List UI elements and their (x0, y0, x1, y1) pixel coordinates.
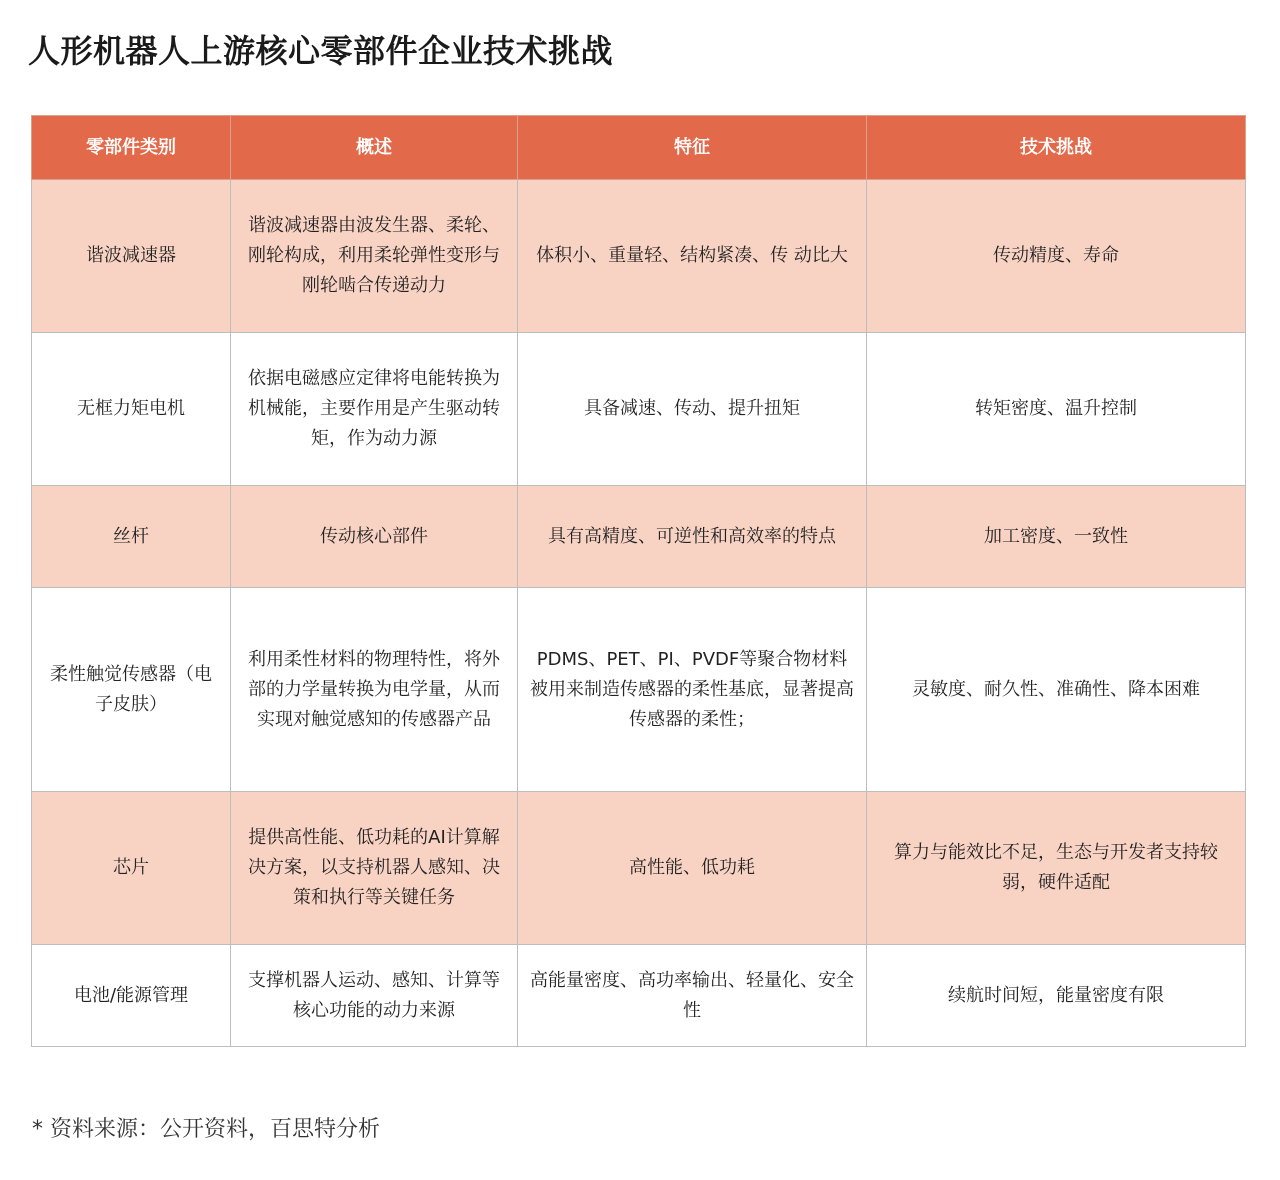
cell-features: 体积小、重量轻、结构紧凑、传 动比大 (518, 180, 867, 333)
cell-challenges: 加工密度、一致性 (867, 486, 1246, 588)
cell-challenges: 传动精度、寿命 (867, 180, 1246, 333)
cell-features: 高性能、低功耗 (518, 792, 867, 945)
page-title: 人形机器人上游核心零部件企业技术挑战 (28, 32, 614, 70)
cell-overview: 传动核心部件 (231, 486, 518, 588)
cell-overview: 谐波减速器由波发生器、柔轮、刚轮构成，利用柔轮弹性变形与刚轮啮合传递动力 (231, 180, 518, 333)
cell-challenges: 转矩密度、温升控制 (867, 333, 1246, 486)
cell-category: 谐波减速器 (32, 180, 231, 333)
cell-overview: 利用柔性材料的物理特性，将外部的力学量转换为电学量，从而实现对触觉感知的传感器产品 (231, 588, 518, 792)
header-challenges: 技术挑战 (867, 116, 1246, 180)
cell-overview: 依据电磁感应定律将电能转换为机械能，主要作用是产生驱动转矩，作为动力源 (231, 333, 518, 486)
components-table (31, 115, 1246, 1047)
table-row (32, 486, 1246, 588)
table-row (32, 588, 1246, 792)
table-row (32, 333, 1246, 486)
cell-features: 具备减速、传动、提升扭矩 (518, 333, 867, 486)
cell-challenges: 续航时间短，能量密度有限 (867, 945, 1246, 1047)
cell-overview: 提供高性能、低功耗的AI计算解决方案，以支持机器人感知、决策和执行等关键任务 (231, 792, 518, 945)
cell-features: 高能量密度、高功率输出、轻量化、安全性 (518, 945, 867, 1047)
cell-category: 芯片 (32, 792, 231, 945)
header-overview: 概述 (231, 116, 518, 180)
table-header-row (32, 116, 1246, 180)
table-row (32, 792, 1246, 945)
table-row (32, 945, 1246, 1047)
cell-category: 柔性触觉传感器（电子皮肤） (32, 588, 231, 792)
cell-category: 电池/能源管理 (32, 945, 231, 1047)
header-features: 特征 (518, 116, 867, 180)
cell-features: PDMS、PET、PI、PVDF等聚合物材料被用来制造传感器的柔性基底，显著提高传感器的柔性； (518, 588, 867, 792)
cell-category: 无框力矩电机 (32, 333, 231, 486)
table-row (32, 180, 1246, 333)
cell-challenges: 算力与能效比不足，生态与开发者支持较弱，硬件适配 (867, 792, 1246, 945)
header-category: 零部件类别 (32, 116, 231, 180)
cell-category: 丝杆 (32, 486, 231, 588)
cell-overview: 支撑机器人运动、感知、计算等核心功能的动力来源 (231, 945, 518, 1047)
cell-challenges: 灵敏度、耐久性、准确性、降本困难 (867, 588, 1246, 792)
source-footnote: * 资料来源：公开资料，百思特分析 (32, 1117, 380, 1142)
cell-features: 具有高精度、可逆性和高效率的特点 (518, 486, 867, 588)
